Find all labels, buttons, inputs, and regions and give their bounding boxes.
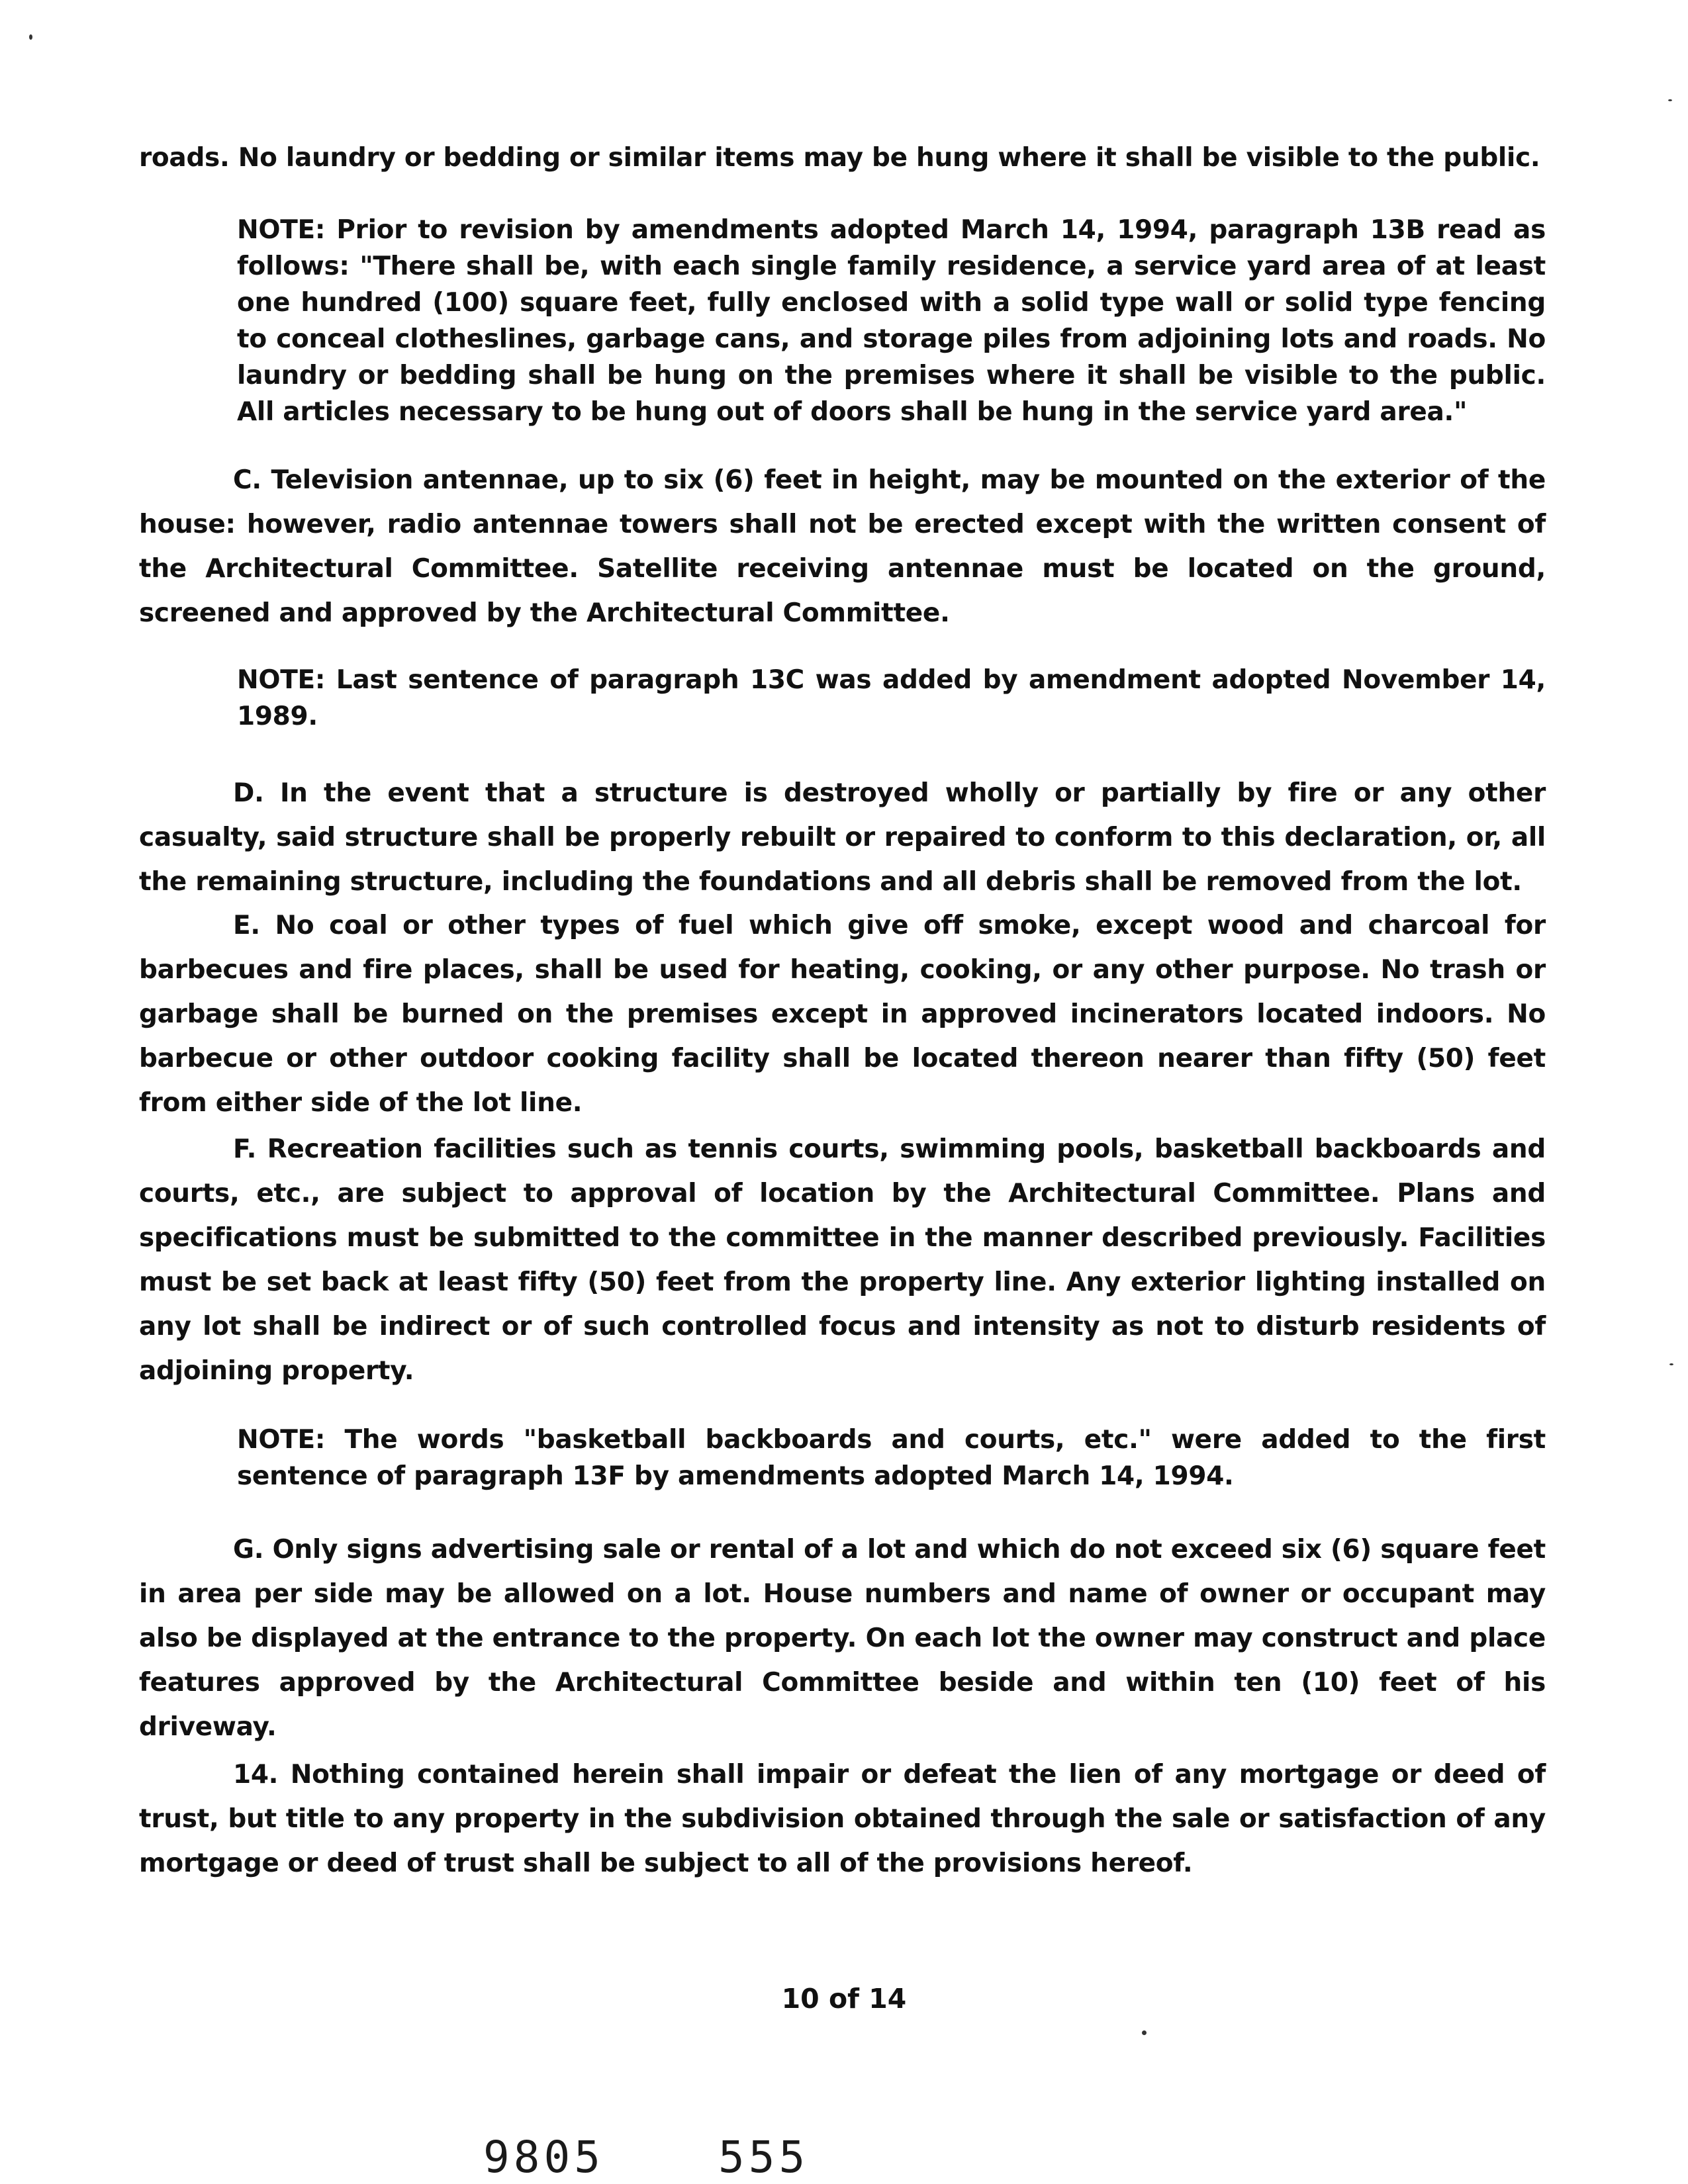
paragraph-13c: C. Television antennae, up to six (6) feet in height, may be mounted on the exterior of the house: however, radio antennae towers shall not be erected except with the written consent of the Architectural Committee. Satellite receiving antennae must be located on the ground, screened and approved by the Architectural Committee. <box>139 465 1546 628</box>
paragraph-13b-continuation: roads. No laundry or bedding or similar items may be hung where it shall be visible to the public. <box>139 143 1540 173</box>
paragraph-13f: F. Recreation facilities such as tennis courts, swimming pools, basketball backboards and courts, etc., are subject to approval of location by the Architectural Committee. Plans and specifications must be submitted to the committee in the manner described previously. Facilities must be set back at least fifty (50) feet from the property line. Any exterior lighting installed on any lot shall be indirect or of such controlled focus and intensity as not to disturb residents of adjoining property. <box>139 1134 1546 1386</box>
note-paragraph-13f: NOTE: The words "basketball backboards and courts, etc." were added to the first sentence of paragraph 13F by amendments adopted March 14, 1994. <box>237 1425 1546 1491</box>
note-paragraph-13b: NOTE: Prior to revision by amendments adopted March 14, 1994, paragraph 13B read as follows: "There shall be, with each single family residence, a service yard area of at least one hundred (100) square feet, fully enclosed with a solid type wall or solid type fencing to conceal clotheslines, garbage cans, and storage piles from adjoining lots and roads. No laundry or bedding shall be hung on the premises where it shall be visible to the public. All articles necessary to be hung out of doors shall be hung in the service yard area." <box>237 215 1546 427</box>
note-paragraph-13c: NOTE: Last sentence of paragraph 13C was added by amendment adopted November 14, 1989. <box>237 665 1546 731</box>
scan-speck <box>1668 99 1672 101</box>
page-number: 10 of 14 <box>781 1983 907 2015</box>
record-page-number: 555 <box>718 2132 810 2183</box>
scan-speck <box>1142 2030 1147 2035</box>
paragraph-13e: E. No coal or other types of fuel which give off smoke, except wood and charcoal for barbecues and fire places, shall be used for heating, cooking, or any other purpose. No trash or garbage shall be burned on the premises except in approved incinerators located indoors. No barbecue or other outdoor cooking facility shall be located thereon nearer than fifty (50) feet from either side of the lot line. <box>139 911 1546 1118</box>
scan-speck <box>1669 1363 1673 1365</box>
paragraph-13d: D. In the event that a structure is destroyed wholly or partially by fire or any other casualty, said structure shall be properly rebuilt or repaired to conform to this declaration, or, all the remaining structure, including the foundations and all debris shall be removed from the lot. <box>139 778 1546 897</box>
paragraph-13g: G. Only signs advertising sale or rental of a lot and which do not exceed six (6) square feet in area per side may be allowed on a lot. House numbers and name of owner or occupant may also be displayed at the entrance to the property. On each lot the owner may construct and place features approved by the Architectural Committee beside and within ten (10) feet of his driveway. <box>139 1535 1546 1742</box>
scan-speck <box>29 34 32 40</box>
paragraph-14: 14. Nothing contained herein shall impair or defeat the lien of any mortgage or deed of trust, but title to any property in the subdivision obtained through the sale or satisfaction of any mortgage or deed of trust shall be subject to all of the provisions hereof. <box>139 1760 1546 1878</box>
record-book-number: 9805 <box>483 2132 604 2183</box>
